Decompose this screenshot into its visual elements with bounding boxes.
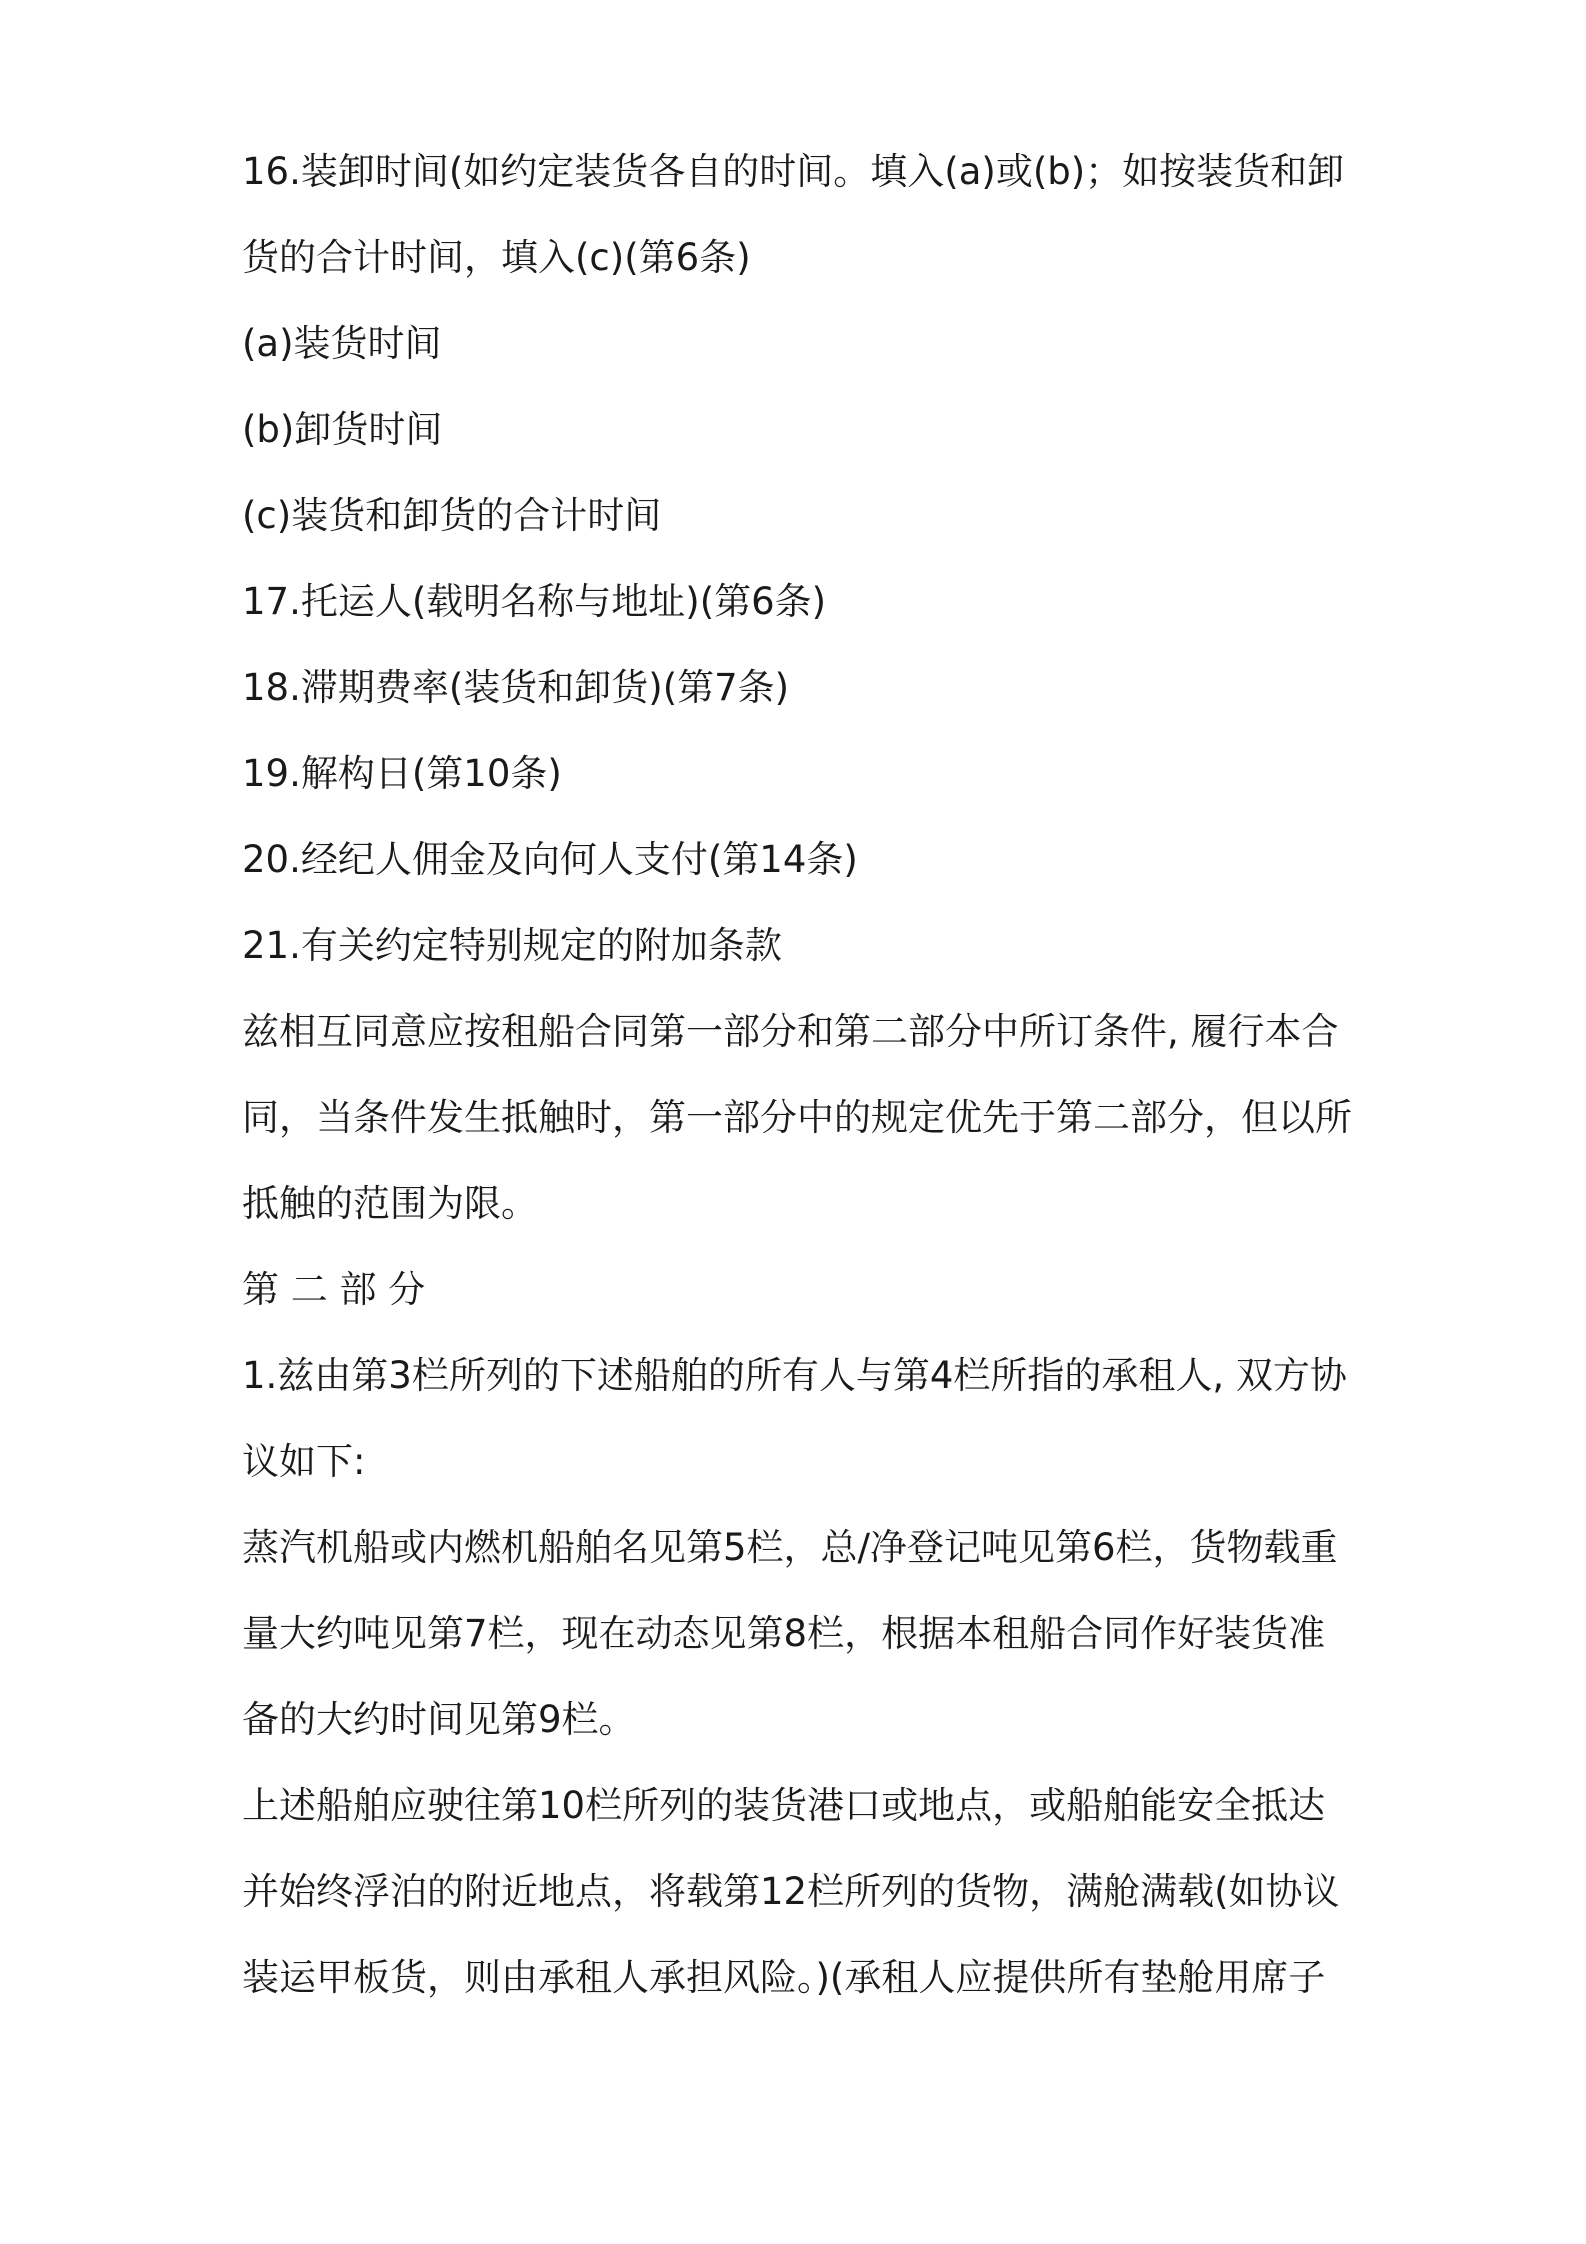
part-two-clause-1-line-2: 议如下:	[242, 1440, 366, 1483]
agreement-line-3: 抵触的范围为限。	[242, 1182, 538, 1225]
clause-17: 17.托运人(载明名称与地址)(第6条)	[242, 580, 827, 623]
clause-20: 20.经纪人佣金及向何人支付(第14条)	[242, 838, 858, 881]
clause-18: 18.滞期费率(装货和卸货)(第7条)	[242, 666, 790, 709]
clause-19: 19.解构日(第10条)	[242, 752, 562, 795]
vessel-line-3: 备的大约时间见第9栏。	[242, 1698, 636, 1741]
clause-16-option-a: (a)装货时间	[242, 322, 442, 365]
clause-16-option-c: (c)装货和卸货的合计时间	[242, 494, 662, 537]
document-body	[242, 129, 1352, 2021]
clause-16-line-1: 16.装卸时间(如约定装货各自的时间。填入(a)或(b)；如按装货和卸	[242, 150, 1345, 193]
voyage-line-1: 上述船舶应驶往第10栏所列的装货港口或地点，或船舶能安全抵达	[242, 1784, 1326, 1827]
voyage-line-3: 装运甲板货，则由承租人承担风险。)(承租人应提供所有垫舱用席子	[242, 1956, 1326, 1999]
clause-16-line-2: 货的合计时间，填入(c)(第6条)	[242, 236, 751, 279]
part-two-heading: 第 二 部 分	[242, 1268, 426, 1311]
voyage-line-2: 并始终浮泊的附近地点，将载第12栏所列的货物，满舱满载(如协议	[242, 1870, 1340, 1913]
vessel-line-1: 蒸汽机船或内燃机船舶名见第5栏，总/净登记吨见第6栏，货物载重	[242, 1526, 1338, 1569]
clause-21: 21.有关约定特别规定的附加条款	[242, 924, 782, 967]
part-two-clause-1-line-1: 1.兹由第3栏所列的下述船舶的所有人与第4栏所指的承租人, 双方协	[242, 1354, 1347, 1397]
agreement-line-1: 兹相互同意应按租船合同第一部分和第二部分中所订条件, 履行本合	[242, 1010, 1339, 1053]
clause-16-option-b: (b)卸货时间	[242, 408, 443, 451]
vessel-line-2: 量大约吨见第7栏，现在动态见第8栏，根据本租船合同作好装货准	[242, 1612, 1326, 1655]
agreement-line-2: 同，当条件发生抵触时，第一部分中的规定优先于第二部分，但以所	[242, 1096, 1352, 1139]
